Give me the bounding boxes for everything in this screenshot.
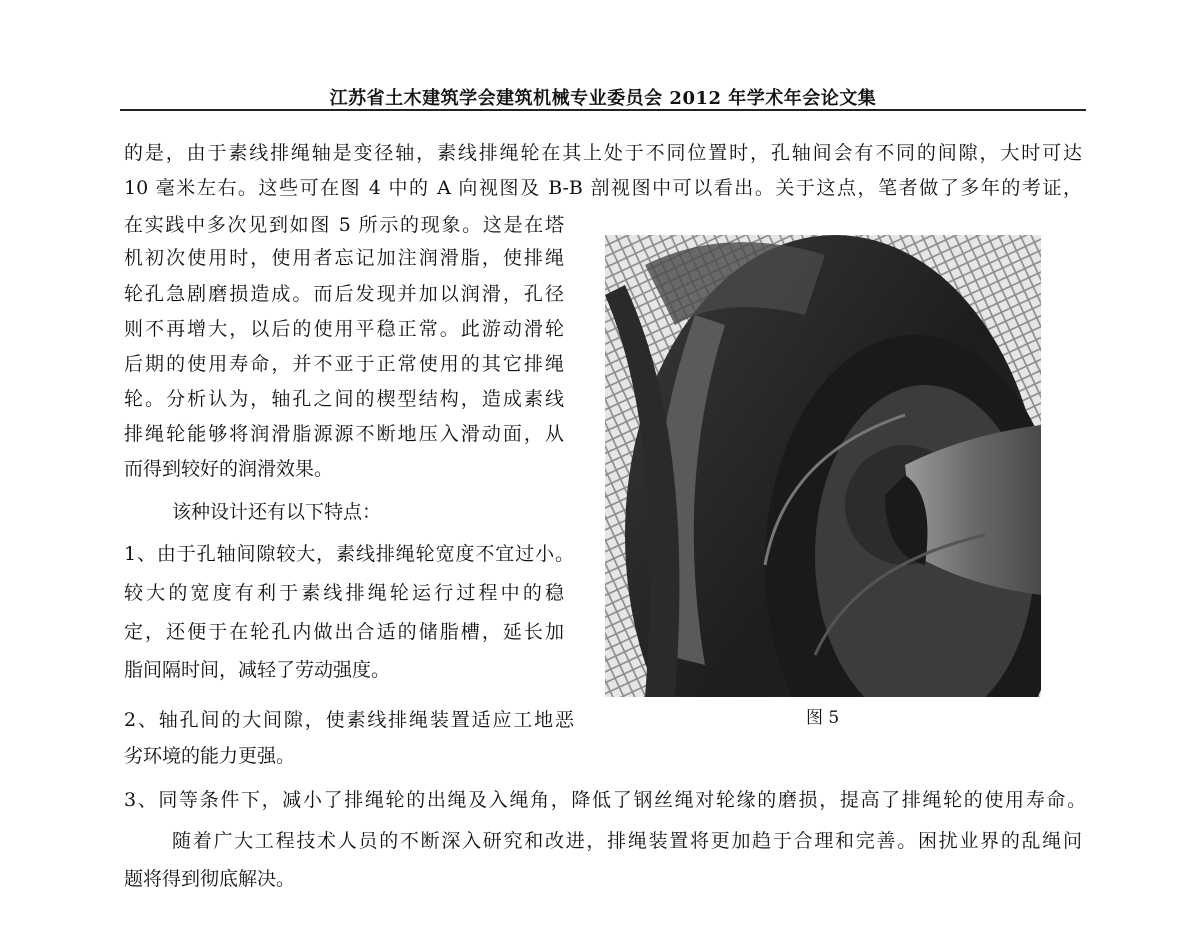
body-line: 轮孔急剧磨损造成。而后发现并加以润滑，孔径 <box>124 283 564 305</box>
body-line: 而得到较好的润滑效果。 <box>124 458 334 480</box>
body-line: 10 毫米左右。这些可在图 4 中的 A 向视图及 B-B 剖视图中可以看出。关于这点，笔者做了多年的考证， <box>124 177 1082 199</box>
body-line: 脂间隔时间，减轻了劳动强度。 <box>124 659 391 681</box>
list-item: 1、由于孔轴间隙较大，素线排绳轮宽度不宜过小。 <box>124 543 574 565</box>
body-line: 随着广大工程技术人员的不断深入研究和改进，排绳装置将更加趋于合理和完善。困扰业界的乱绳问 <box>172 830 1082 852</box>
body-line: 劣环境的能力更强。 <box>124 745 296 767</box>
body-line: 排绳轮能够将润滑脂源源不断地压入滑动面，从 <box>124 423 564 445</box>
body-line: 题将得到彻底解决。 <box>124 868 296 890</box>
body-line: 较大的宽度有利于素线排绳轮运行过程中的稳 <box>124 582 564 604</box>
body-line: 在实践中多次见到如图 5 所示的现象。这是在塔 <box>124 214 564 236</box>
body-line: 则不再增大，以后的使用平稳正常。此游动滑轮 <box>124 318 564 340</box>
figure-5-photo <box>605 235 1041 697</box>
body-line: 的是，由于素线排绳轴是变径轴，素线排绳轮在其上处于不同位置时，孔轴间会有不同的间隙，大时可达 <box>124 142 1082 164</box>
list-item: 2、轴孔间的大间隙，使素线排绳装置适应工地恶 <box>124 709 574 731</box>
body-line: 后期的使用寿命，并不亚于正常使用的其它排绳 <box>124 353 564 375</box>
body-line: 定，还便于在轮孔内做出合适的储脂槽，延长加 <box>124 621 564 643</box>
section-intro: 该种设计还有以下特点： <box>172 501 382 523</box>
body-line: 轮。分析认为，轴孔之间的楔型结构，造成素线 <box>124 388 564 410</box>
list-item: 3、同等条件下，减小了排绳轮的出绳及入绳角，降低了钢丝绳对轮缘的磨损，提高了排绳轮的使用寿命。 <box>124 789 1086 811</box>
header-rule <box>120 109 1086 111</box>
running-header: 江苏省土木建筑学会建筑机械专业委员会 2012 年学术年会论文集 <box>329 88 877 109</box>
figure-caption: 图 5 <box>806 708 840 728</box>
body-line: 机初次使用时，使用者忘记加注润滑脂，使排绳 <box>124 247 564 269</box>
